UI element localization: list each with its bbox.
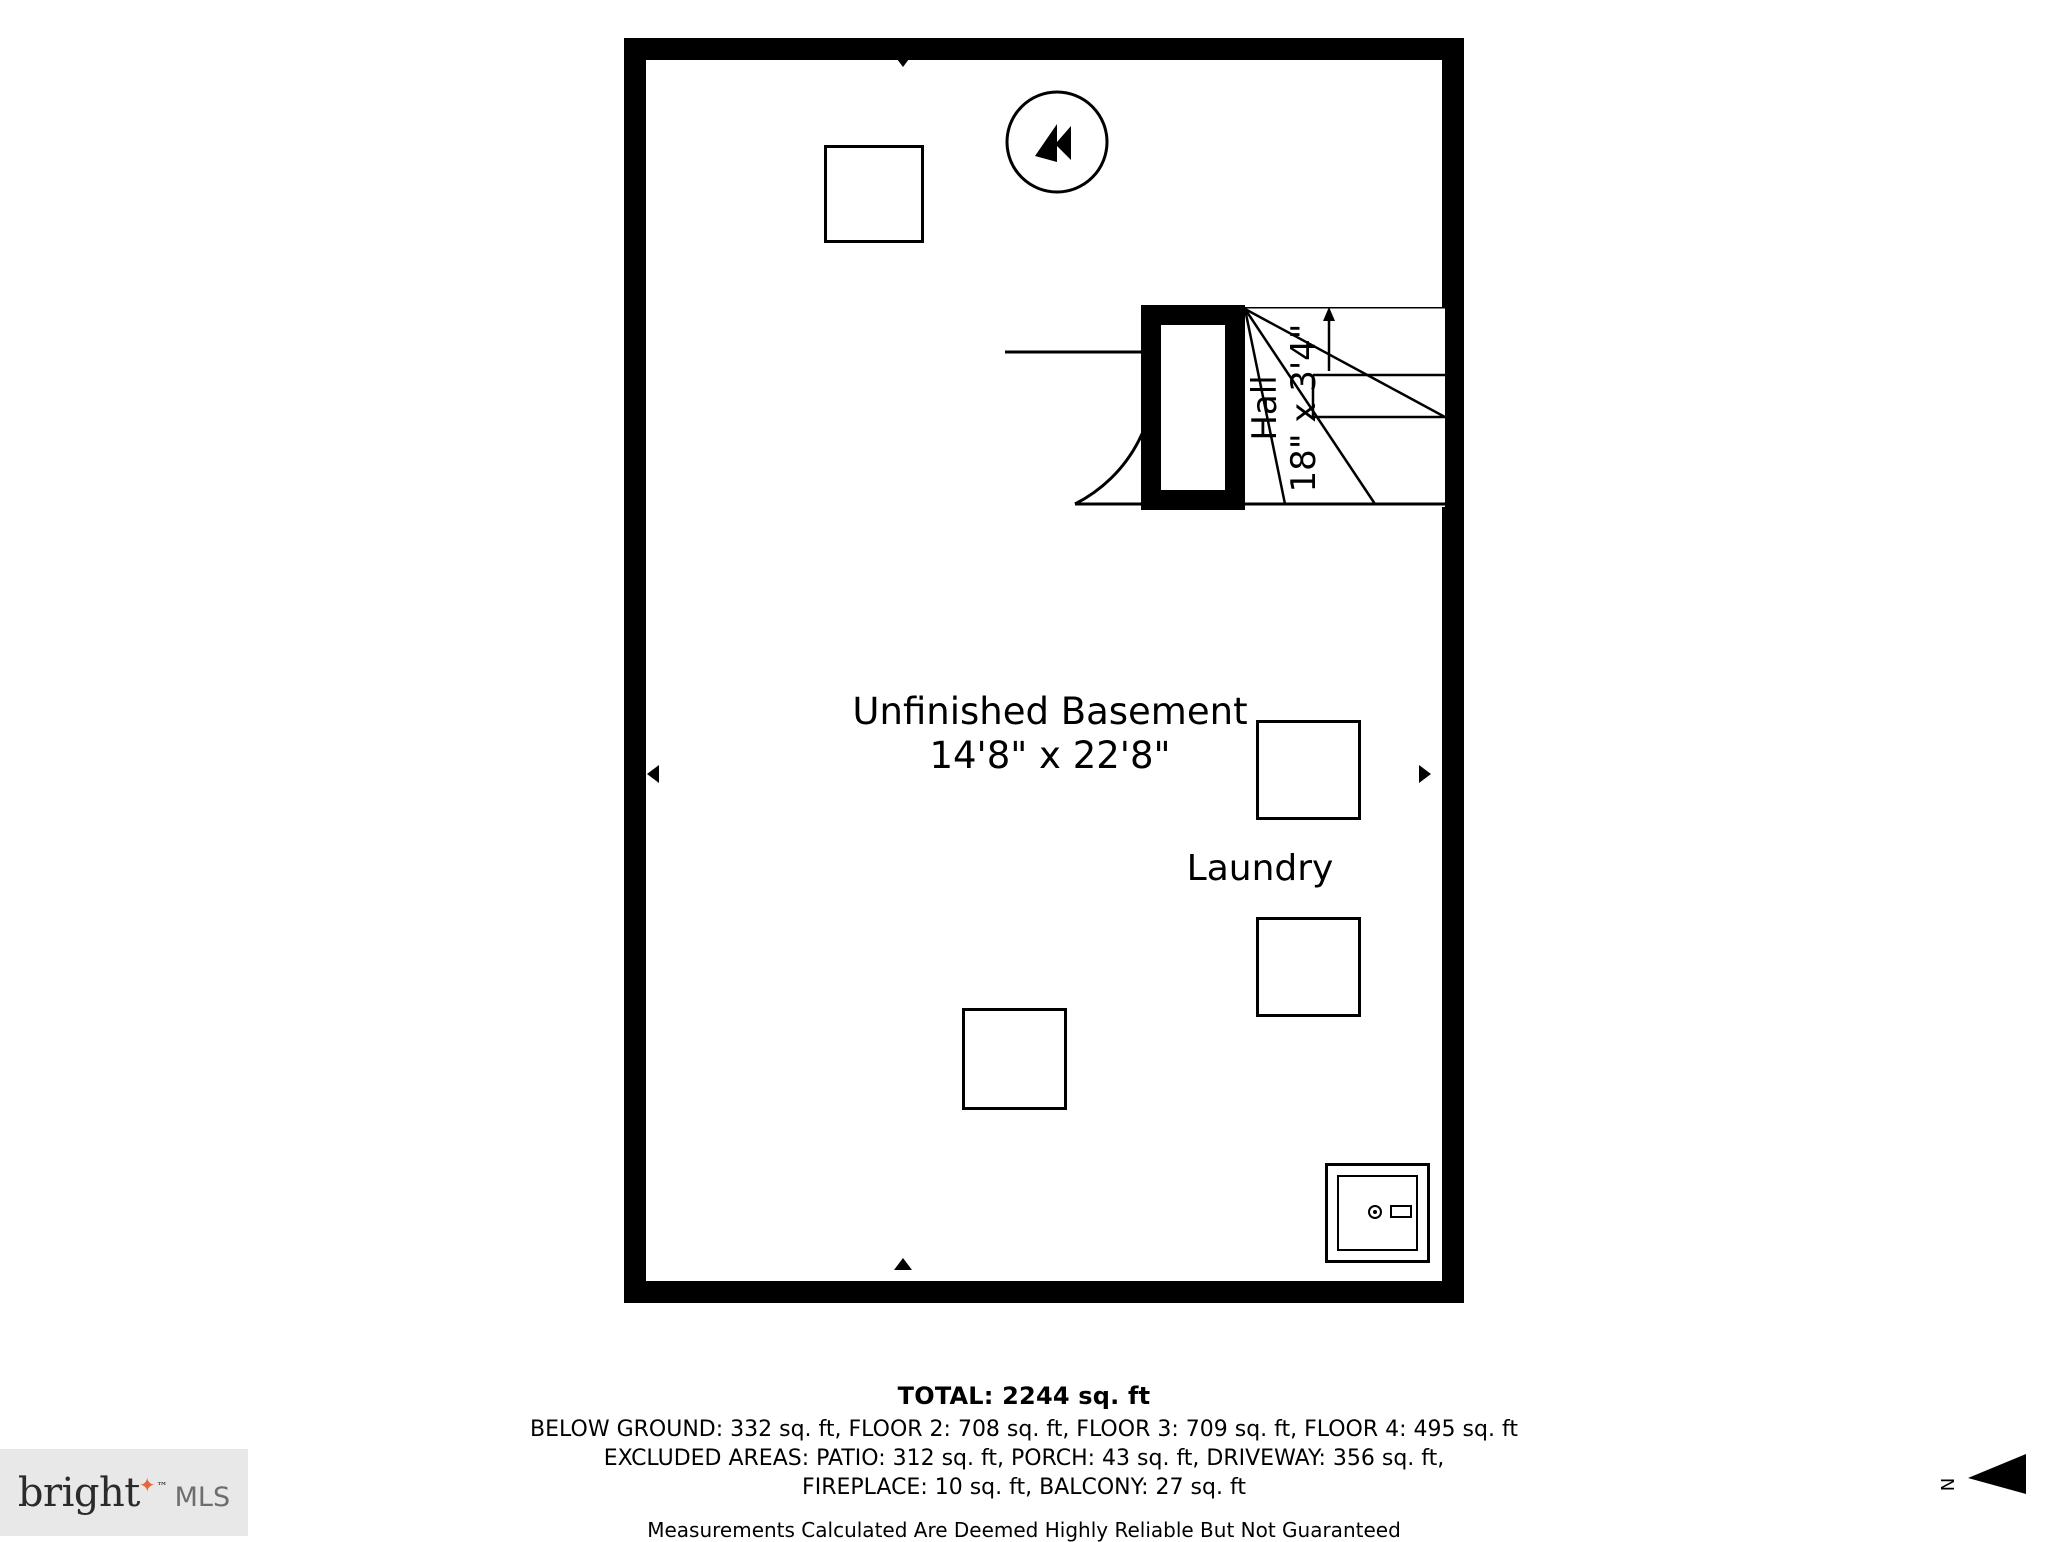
brand-star-icon: ✦	[138, 1472, 156, 1497]
room-label-unfinished-basement	[640, 690, 1460, 777]
room-name-hall: Hall	[1244, 374, 1285, 441]
room-name-unfinished-basement: Unfinished Basement	[852, 690, 1248, 733]
excluded-areas-text-line1: EXCLUDED AREAS: PATIO: 312 sq. ft, PORCH: 43 sq. ft, DRIVEWAY: 356 sq. ft,	[603, 1446, 1445, 1472]
hall-area	[1140, 300, 1430, 515]
room-label-laundry	[1060, 848, 1460, 890]
basement-outer-wall	[624, 38, 1464, 1303]
floor-breakdown-text: BELOW GROUND: 332 sq. ft, FLOOR 2: 708 sq. ft, FLOOR 3: 709 sq. ft, FLOOR 4: 495 sq. ft	[530, 1417, 1518, 1442]
water-heater-icon	[1005, 90, 1109, 194]
fixture-square-top-left	[824, 145, 924, 243]
excluded-areas-text-line2: FIREPLACE: 10 sq. ft, BALCONY: 27 sq. ft	[802, 1475, 1246, 1501]
fixture-square-center	[962, 1008, 1067, 1110]
brand-trademark-symbol: ™	[156, 1479, 168, 1493]
room-name-laundry: Laundry	[1186, 848, 1334, 889]
north-compass-indicator	[1938, 1452, 2028, 1512]
wall-marker-top-icon	[894, 55, 912, 67]
room-label-hall	[1246, 323, 1324, 492]
brightmls-logo	[0, 1449, 248, 1536]
wall-marker-bottom-icon	[894, 1258, 912, 1270]
fixture-dryer	[1256, 917, 1361, 1017]
compass-label-n: N	[1938, 1477, 1960, 1492]
brand-name-mls: MLS	[174, 1481, 231, 1513]
footer-area-summary	[0, 1382, 2048, 1542]
panel-knob-dot-icon	[1373, 1210, 1377, 1214]
panel-switch-icon	[1390, 1205, 1412, 1218]
room-dimensions-unfinished-basement: 14'8" x 22'8"	[929, 733, 1171, 777]
brand-name-bright: bright	[17, 1469, 140, 1516]
door-swing-icon	[1005, 348, 1155, 508]
room-dimensions-hall: 18" x 3'4"	[1284, 323, 1324, 492]
total-area-text: TOTAL: 2244 sq. ft	[897, 1382, 1151, 1410]
measurement-disclaimer: Measurements Calculated Are Deemed Highly Reliable But Not Guaranteed	[647, 1518, 1401, 1542]
